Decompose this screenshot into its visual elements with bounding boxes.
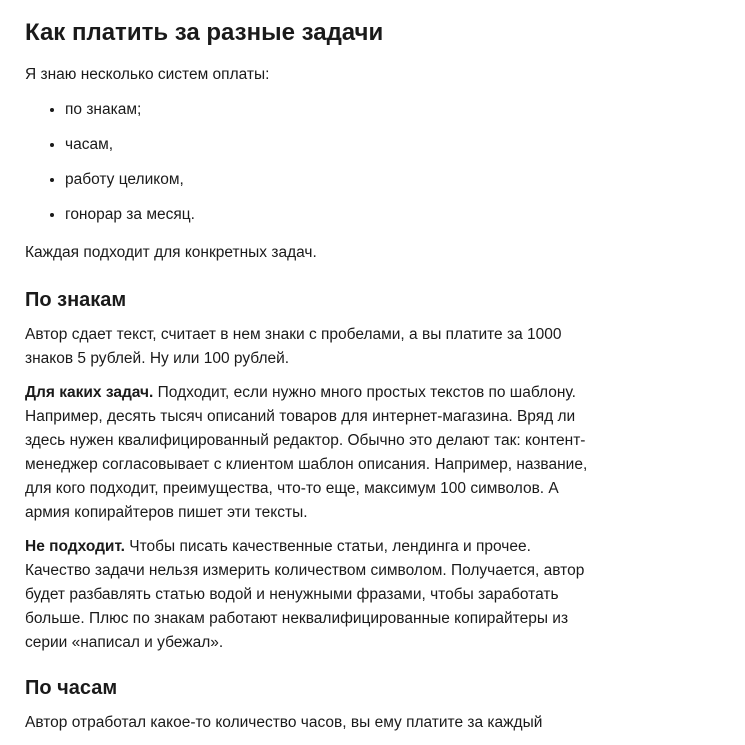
suitable-text: Подходит, если нужно много простых текстов по шаблону. Например, десять тысяч описаний товаров для интернет-магазина. Вряд ли здесь нужен квалифицированный редактор. Обычно это делают так: контент-менеджер согласовывает с клиентом шаблон описания. Например, название, для кого подходит, преимущества, что-то еще, максимум 100 символов. А армия копирайтеров пишет эти тексты.	[25, 384, 588, 521]
section-heading-hours: По часам	[25, 677, 118, 699]
chars-unsuitable-paragraph	[25, 535, 600, 655]
list-item: • часам,	[65, 132, 600, 157]
section-heading-chars: По знакам	[25, 289, 127, 311]
intro-conclusion: Каждая подходит для конкретных задач.	[25, 244, 317, 261]
chars-description: Автор сдает текст, считает в нем знаки с пробелами, а вы платите за 1000 знаков 5 рублей. Ну или 100 рублей.	[25, 326, 562, 367]
payment-systems-list	[25, 97, 600, 227]
list-item: • гонорар за месяц.	[65, 202, 600, 227]
article-title: Как платить за разные задачи	[25, 19, 384, 46]
suitable-label: Для каких задач.	[25, 384, 154, 401]
unsuitable-label: Не подходит.	[25, 538, 125, 555]
hours-description: Автор отработал какое-то количество часов, вы ему платите за каждый	[25, 714, 543, 731]
unsuitable-text: Чтобы писать качественные статьи, лендинга и прочее. Качество задачи нельзя измерить количеством символом. Получается, автор будет разбавлять статью водой и ненужными фразами, чтобы заработать больше. Плюс по знакам работают неквалифицированные копирайтеры из серии «написал и убежал».	[25, 538, 585, 651]
intro-paragraph: Я знаю несколько систем оплаты:	[25, 66, 270, 83]
chars-suitable-paragraph	[25, 381, 600, 525]
list-item: • работу целиком,	[65, 167, 600, 192]
list-item: • по знакам;	[65, 97, 600, 122]
